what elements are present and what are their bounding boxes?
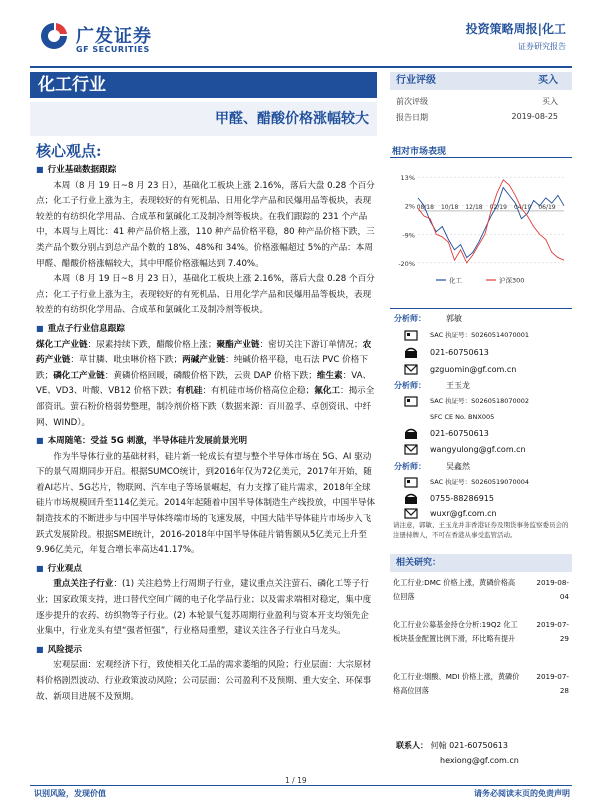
performance-title: 相对市场表现	[392, 147, 447, 157]
phone-icon	[404, 346, 418, 359]
square-bullet-icon: ■	[36, 436, 44, 446]
report-date: 报告日期 2019-08-25	[396, 112, 558, 122]
analyst-3-sac: SAC 执证号：S0260519070004	[390, 474, 572, 491]
related-item[interactable]: 化工行业:DMC 价格上涨，黄磷价格高位回落 2019-08- 04	[393, 578, 569, 601]
report-series-title: 投资策略周报|化工	[465, 22, 566, 36]
legend-label: 化工	[449, 276, 462, 285]
x-tick-label: 12/18	[465, 203, 483, 211]
gf-logo-icon	[38, 20, 70, 52]
id-card-icon	[404, 476, 418, 489]
square-bullet-icon: ■	[36, 644, 44, 654]
industry-title: 化工行业	[30, 72, 377, 98]
paragraph: 本周（8 月 19 日~8 月 23 日），基础化工板块上涨 2.16%，落后大盘 0.28 个百分点；化工子行业上涨为主，表现较好的有死机品、日用化学产品和民爆用品等板块，表现较差的有纺织化学用品、合成革和氯碱化工及制冷剂等板块。在我们跟踪的 231 个产品中，本周与上周比：41 种产品价格上涨，110 种产品价格平稳，80 种产品价格下跌，三类产品个数分别占到总产品个数的 18%、48%和 34%。价格涨幅超过 5%的产品：本周甲醛、醋酸价格涨幅较大，其中甲醛价格涨幅达到 7.40%。	[36, 180, 375, 269]
id-card-icon	[404, 329, 418, 342]
x-tick-label: 06/19	[538, 203, 556, 211]
y-tick-label: 13%	[400, 174, 415, 183]
phone-icon	[404, 427, 418, 440]
page-number: 1 / 19	[285, 776, 307, 785]
analyst-2-phone: 021-60750613	[390, 425, 572, 442]
report-body	[36, 160, 377, 705]
related-research-title: 相关研究：	[390, 554, 572, 572]
footer-disclaimer: 请务必阅读末页的免责声明	[474, 789, 570, 798]
paragraph: 作为半导体行业的基础材料，硅片新一轮成长有望与整个半导体市场在 5G、AI 驱动下的景气周期同步开启。根据SUMCO统计，到2016年仅为72亿美元，2017年开始，随着AI芯片、5G芯片，物联网、汽车电子等场景崛起，有力支撑了硅片需求，2018年全球硅片市场规模回升至114亿美元。2014年起随着中国半导体制造生产线投放，中国半导体制造技术的不断进步与中国半导体终端市场的飞速发展，中国大陆半导体硅片市场步入飞跃式发展阶段。根据SMEI统计，2016-2018年中国半导体硅片销售额从5亿美元上升至9.96亿美元，年复合增长率高达41.17%。	[36, 451, 376, 556]
section-heading: ■ 行业基础数据跟踪	[36, 165, 117, 175]
series-line-1	[418, 188, 564, 258]
analyst-1-name-row: 分析师： 郭敏	[394, 314, 462, 323]
analyst-3-name-row: 分析师： 吴鑫然	[394, 462, 470, 471]
analyst-3-phone: 0755-88286915	[390, 490, 572, 507]
core-view-title: 核心观点:	[36, 142, 102, 160]
analyst-2-name-row: 分析师： 王玉龙	[394, 381, 470, 390]
paragraph: 重点关注子行业：(1) 关注趋势上行周期子行业，建议重点关注萤石、磷化工等子行业；国家政策支持，进口替代空间广阔的电子化学品行业；以及需求端相对稳定，集中度逐步提升的农药、纺织物等子行业。(2) 本轮景气复苏周期行业盈利与资本开支均领先企业集中，行业龙头有望“强者恒强”，行业格局重塑，建议关注各子行业白马龙头。	[36, 579, 372, 637]
section-heading: ■ 风险提示	[36, 644, 82, 655]
footer-divider	[30, 785, 572, 786]
email-icon	[404, 443, 418, 456]
logo-text-cn: 广发证券	[76, 26, 152, 47]
square-bullet-icon: ■	[36, 323, 44, 333]
rating-value: 买入	[538, 75, 558, 86]
y-tick-label: -9%	[402, 231, 415, 240]
x-tick-label: 08/18	[416, 203, 434, 211]
analyst-2-sfc: SFC CE No. BNX005	[430, 413, 495, 421]
header-right	[466, 20, 566, 52]
relative-performance-chart	[392, 168, 570, 288]
paragraph: 煤化工产业链：尿素持续下跌，醋酸价格上涨；聚酯产业链：密切关注下游订单情况；农药产业链：草甘膦、吡虫啉价格下跌；两碱产业链：纯碱价格平稳，电石法 PVC 价格下跌；磷化工产业链：黄磷价格回暖，磷酸价格下跌，云贵 DAP 价格下跌；维生素：VA、VE、VD3、叶酸、VB12 价格下跌；有机硅：有机硅市场价格高位企稳；氟化工：揭示全部资讯。萤石粉价格弱势整理，制冷剂价格下跌（数据来源：百川盈孚、卓创资讯、中纤网、WIND）。	[36, 339, 375, 428]
analyst-2-email[interactable]: wangyulong@gf.com.cn	[390, 441, 572, 458]
report-type: 证券研究报告	[518, 42, 566, 51]
related-item[interactable]: 化工行业公募基金持仓分析:19Q2 化工板块基金配置比例下滑，环比略有提升 2019-07- 29	[393, 620, 569, 643]
analyst-3-email[interactable]: wuxr@gf.com.cn	[390, 505, 572, 522]
disclaimer-note: 请注意，郭敏、王玉龙并非香港证券及期货事务监察委员会的注册持牌人，不可在香港从事受监管活动。	[393, 521, 569, 539]
header-divider	[30, 66, 572, 68]
x-tick-label: 10/18	[440, 203, 459, 211]
previous-rating: 前次评级 买入	[396, 97, 558, 106]
id-card-icon	[404, 395, 418, 408]
analyst-1-email[interactable]: gzguomin@gf.com.cn	[390, 361, 572, 378]
paragraph: 宏观层面：宏观经济下行，致使相关化工品的需求萎缩的风险；行业层面：大宗原材料价格剧烈波动、行业政策波动风险；公司层面：公司盈利不及预期、重大安全、环保事故、新项目进展不及预期。	[36, 660, 372, 702]
legend-label: 沪深300	[499, 276, 525, 285]
y-tick-label: 2%	[404, 202, 415, 211]
divider	[390, 157, 572, 158]
paragraph: 本周（8 月 19 日~8 月 23 日），基础化工板块上涨 2.16%，落后大盘 0.28 个百分点；化工子行业上涨为主，表现较好的有死机品、日用化学产品和民爆用品等板块，表现较差的有纺织化学用品、合成革和氯碱化工及制冷剂等板块。	[36, 274, 375, 316]
series-line-2	[418, 180, 564, 263]
report-headline: 甲醛、醋酸价格涨幅较大	[30, 102, 377, 136]
square-bullet-icon: ■	[36, 165, 44, 174]
email-icon	[404, 363, 418, 376]
contact-email[interactable]: hexiong@gf.com.cn	[440, 756, 519, 765]
rating-band: 行业评级 买入	[390, 72, 572, 90]
contact-block: 联系人： 何翰 021-60750613 hexiong@gf.com.cn	[396, 738, 519, 768]
related-item[interactable]: 化工行业:烟酸、MDI 价格上涨，黄磷价格高位回落 2019-07- 28	[393, 672, 569, 695]
footer-slogan: 识别风险，发现价值	[34, 789, 106, 798]
x-tick-label: 02/19	[489, 203, 507, 211]
phone-icon	[404, 492, 418, 505]
section-heading: ■ 本周随笔：受益 5G 刺激，半导体硅片发展前景光明	[36, 436, 248, 447]
section-heading: ■ 重点子行业信息跟踪	[36, 323, 125, 334]
divider	[390, 308, 572, 309]
analyst-2-sac: SAC 执证号：S0260518070002	[390, 393, 572, 410]
email-icon	[404, 507, 418, 520]
analyst-1-phone: 021-60750613	[390, 344, 572, 361]
logo-text-en: GF SECURITIES	[76, 45, 150, 54]
gf-securities-logo	[38, 20, 218, 60]
section-heading: ■ 行业观点	[36, 563, 82, 574]
square-bullet-icon: ■	[36, 563, 44, 573]
y-tick-label: -20%	[398, 259, 415, 268]
x-tick-label: 04/19	[513, 203, 532, 211]
analyst-1-sac: SAC 执证号：S0260514070001	[390, 327, 572, 344]
